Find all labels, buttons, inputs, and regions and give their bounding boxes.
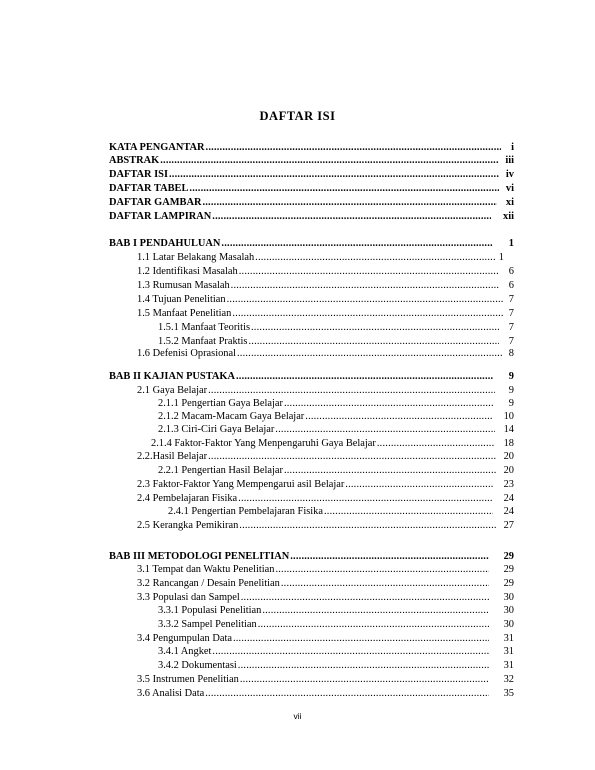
toc-leader-dots: [212, 645, 489, 658]
toc-leader-dots: [290, 550, 489, 563]
toc-entry-label: ABSTRAK: [109, 155, 160, 166]
toc-leader-dots: [232, 307, 503, 320]
toc-entry-label: 3.6 Analisi Data: [137, 688, 205, 699]
toc-entry-page: 9: [508, 385, 514, 396]
toc-entry-page: iv: [505, 169, 514, 180]
toc-leader-dots: [324, 505, 493, 518]
toc-entry-page: xii: [503, 211, 514, 222]
toc-entry: [137, 265, 514, 278]
toc-leader-dots: [202, 196, 497, 209]
toc-entry: [158, 604, 514, 617]
toc-entry: [109, 182, 514, 195]
toc-entry-label: DAFTAR ISI: [109, 169, 168, 180]
toc-entry-page: xi: [505, 197, 514, 208]
toc-leader-dots: [255, 251, 495, 264]
toc-leader-dots: [237, 347, 503, 360]
toc-leader-dots: [258, 618, 489, 631]
toc-entry-page: 6: [508, 266, 514, 277]
toc-entry: [137, 384, 514, 397]
toc-entry-label: 3.3.1 Populasi Penelitian: [158, 605, 262, 616]
toc-entry: [151, 437, 514, 450]
page-number: vii: [293, 711, 302, 721]
toc-entry-page: 18: [503, 438, 514, 449]
toc-entry-page: 1: [498, 252, 504, 263]
toc-entry: [137, 347, 514, 360]
toc-entry-page: 30: [503, 605, 514, 616]
toc-entry: [109, 154, 514, 167]
toc-entry-label: 3.5 Instrumen Penelitian: [137, 674, 239, 685]
toc-entry-page: 7: [508, 322, 514, 333]
toc-entry: [158, 423, 514, 436]
toc-leader-dots: [284, 464, 497, 477]
toc-entry-label: DAFTAR TABEL: [109, 183, 189, 194]
toc-entry-page: iii: [505, 155, 514, 166]
toc-entry-label: 3.2 Rancangan / Desain Penelitian: [137, 578, 280, 589]
toc-leader-dots: [236, 370, 493, 383]
toc-entry: [158, 397, 514, 410]
toc-entry-label: BAB II KAJIAN PUSTAKA: [109, 371, 235, 382]
toc-entry: [137, 673, 514, 686]
toc-leader-dots: [275, 423, 495, 436]
toc-leader-dots: [239, 265, 499, 278]
toc-entry: [137, 591, 514, 604]
toc-entry: [109, 196, 514, 209]
toc-leader-dots: [345, 478, 493, 491]
toc-entry: [137, 478, 514, 491]
toc-entry: [137, 307, 514, 320]
toc-entry-label: 3.3.2 Sampel Penelitian: [158, 619, 257, 630]
toc-entry: [137, 687, 514, 700]
toc-leader-dots: [208, 384, 495, 397]
toc-entry-label: 2.1.3 Ciri-Ciri Gaya Belajar: [158, 424, 275, 435]
toc-entry-page: 24: [503, 506, 514, 517]
toc-entry: [158, 464, 514, 477]
toc-entry: [137, 251, 504, 264]
toc-entry: [109, 550, 514, 563]
toc-entry-label: 2.4 Pembelajaran Fisika: [137, 493, 238, 504]
toc-entry: [137, 563, 514, 576]
toc-entry: [137, 293, 514, 306]
toc-entry-label: 3.1 Tempat dan Waktu Penelitian: [137, 564, 275, 575]
toc-entry-page: 7: [508, 308, 514, 319]
toc-entry-page: i: [511, 142, 514, 153]
toc-leader-dots: [212, 210, 491, 223]
toc-entry-label: BAB I PENDAHULUAN: [109, 238, 221, 249]
toc-leader-dots: [240, 673, 489, 686]
toc-entry-page: 29: [503, 551, 514, 562]
toc-entry: [109, 168, 514, 181]
toc-entry-page: 35: [503, 688, 514, 699]
toc-entry-label: 1.2 Identifikasi Masalah: [137, 266, 238, 277]
toc-entry-label: 3.4 Pengumpulan Data: [137, 633, 232, 644]
toc-leader-dots: [377, 437, 495, 450]
toc-entry-label: 2.1.4 Faktor-Faktor Yang Menpengaruhi Gaya Belajar: [151, 438, 376, 449]
toc-entry: [137, 279, 514, 292]
toc-entry-page: 31: [503, 660, 514, 671]
toc-entry-page: 29: [503, 578, 514, 589]
toc-leader-dots: [231, 279, 499, 292]
toc-leader-dots: [241, 591, 489, 604]
toc-entry: [158, 645, 514, 658]
toc-entry-page: 6: [508, 280, 514, 291]
toc-entry-label: KATA PENGANTAR: [109, 142, 205, 153]
toc-entry: [137, 492, 514, 505]
toc-leader-dots: [208, 450, 497, 463]
toc-entry: [137, 519, 514, 532]
toc-entry-label: 2.2.1 Pengertian Hasil Belajar: [158, 465, 283, 476]
toc-entry-page: 7: [508, 294, 514, 305]
toc-leader-dots: [238, 492, 493, 505]
toc-entry-label: 3.3 Populasi dan Sampel: [137, 592, 240, 603]
toc-entry-page: 10: [503, 411, 514, 422]
toc-entry-label: 1.1 Latar Belakang Masalah: [137, 252, 255, 263]
toc-leader-dots: [233, 632, 489, 645]
toc-leader-dots: [221, 237, 493, 250]
toc-leader-dots: [206, 141, 501, 154]
toc-entry-page: vi: [505, 183, 514, 194]
toc-entry-label: DAFTAR LAMPIRAN: [109, 211, 212, 222]
toc-entry: [109, 210, 514, 223]
toc-entry-page: 32: [503, 674, 514, 685]
toc-entry-label: 1.4 Tujuan Penelitian: [137, 294, 226, 305]
toc-entry-label: 1.5 Manfaat Penelitian: [137, 308, 232, 319]
toc-leader-dots: [275, 563, 489, 576]
toc-entry-page: 20: [503, 451, 514, 462]
toc-entry: [137, 632, 514, 645]
toc-entry: [109, 237, 514, 250]
toc-leader-dots: [227, 293, 503, 306]
toc-entry-page: 7: [508, 336, 514, 347]
toc-entry-page: 24: [503, 493, 514, 504]
toc-entry-label: 1.5.1 Manfaat Teoritis: [158, 322, 250, 333]
toc-entry-label: 2.4.1 Pengertian Pembelajaran Fisika: [168, 506, 323, 517]
toc-leader-dots: [160, 154, 499, 167]
toc-leader-dots: [239, 519, 497, 532]
toc-entry-label: 3.4.1 Angket: [158, 646, 212, 657]
toc-entry-page: 31: [503, 646, 514, 657]
toc-entry-page: 31: [503, 633, 514, 644]
toc-entry-page: 30: [503, 592, 514, 603]
toc-entry-label: 2.1.2 Macam-Macam Gaya Belajar: [158, 411, 305, 422]
toc-entry: [109, 141, 514, 154]
toc-leader-dots: [284, 397, 493, 410]
toc-entry-page: 29: [503, 564, 514, 575]
toc-entry-label: BAB III METODOLOGI PENELITIAN: [109, 551, 290, 562]
toc-entry-label: 1.6 Defenisi Oprasional: [137, 348, 236, 359]
toc-entry-page: 23: [503, 479, 514, 490]
toc-entry-label: DAFTAR GAMBAR: [109, 197, 202, 208]
toc-entry-label: 1.3 Rumusan Masalah: [137, 280, 230, 291]
toc-leader-dots: [205, 687, 489, 700]
toc-entry-label: 1.5.2 Manfaat Praktis: [158, 336, 248, 347]
toc-entry: [158, 410, 514, 423]
toc-leader-dots: [169, 168, 499, 181]
toc-entry: [158, 321, 514, 334]
toc-entry-page: 9: [508, 398, 514, 409]
toc-leader-dots: [305, 410, 493, 423]
toc-entry: [137, 450, 514, 463]
toc-entry-page: 27: [503, 520, 514, 531]
toc-entry: [158, 659, 514, 672]
toc-entry: [109, 370, 514, 383]
toc-entry-label: 2.3 Faktor-Faktor Yang Mempengarui asil Belajar: [137, 479, 345, 490]
toc-entry-page: 20: [503, 465, 514, 476]
toc-entry-page: 8: [508, 348, 514, 359]
toc-entry: [158, 618, 514, 631]
toc-entry-label: 2.5 Kerangka Pemikiran: [137, 520, 239, 531]
toc-entry: [137, 577, 514, 590]
toc-leader-dots: [238, 659, 489, 672]
toc-entry-page: 14: [503, 424, 514, 435]
toc-entry-label: 3.4.2 Dokumentasi: [158, 660, 237, 671]
toc-entry-label: 2.2.Hasil Belajar: [137, 451, 208, 462]
toc-leader-dots: [281, 577, 489, 590]
document-title: DAFTAR ISI: [259, 109, 336, 123]
toc-entry-page: 9: [508, 371, 514, 382]
toc-entry-label: 2.1.1 Pengertian Gaya Belajar: [158, 398, 283, 409]
toc-leader-dots: [189, 182, 499, 195]
toc-entry-page: 30: [503, 619, 514, 630]
toc-leader-dots: [251, 321, 499, 334]
toc-entry-page: 1: [508, 238, 514, 249]
toc-leader-dots: [262, 604, 489, 617]
toc-entry-label: 2.1 Gaya Belajar: [137, 385, 208, 396]
toc-entry: [168, 505, 514, 518]
